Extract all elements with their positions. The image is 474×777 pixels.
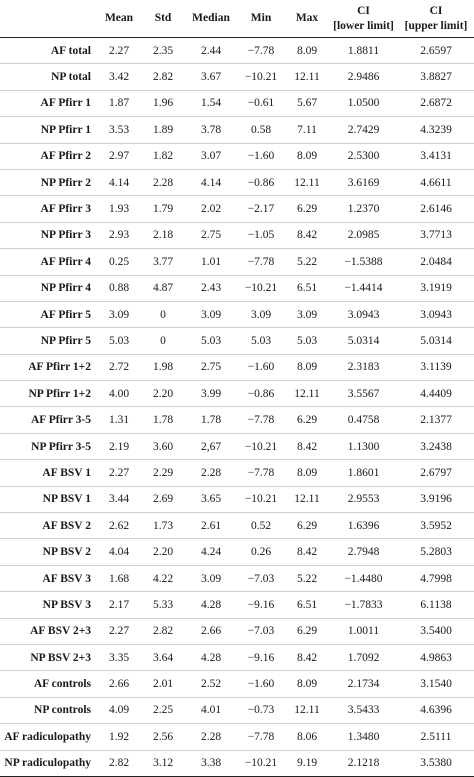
min-cell: −7.78 — [237, 407, 285, 433]
std-cell: 1.79 — [141, 196, 185, 222]
mean-cell: 3.53 — [97, 117, 141, 143]
median-cell: 3.67 — [185, 64, 237, 90]
ci-upper-cell: 3.5400 — [398, 618, 474, 644]
max-cell: 8.42 — [285, 644, 329, 670]
mean-cell: 3.35 — [97, 644, 141, 670]
table-row — [0, 618, 474, 644]
ci-upper-cell: 4.9863 — [398, 644, 474, 670]
median-cell: 5.03 — [185, 328, 237, 354]
max-cell: 8.42 — [285, 433, 329, 459]
std-cell: 2.01 — [141, 671, 185, 697]
ci-lower-cell: 1.6396 — [329, 513, 398, 539]
std-cell: 1.78 — [141, 407, 185, 433]
median-cell: 2.02 — [185, 196, 237, 222]
ci-upper-cell: 2.6872 — [398, 90, 474, 116]
ci-lower-cell: 1.1300 — [329, 433, 398, 459]
min-cell: −0.86 — [237, 169, 285, 195]
median-cell: 2.44 — [185, 38, 237, 64]
mean-cell: 2.66 — [97, 671, 141, 697]
min-cell: −7.78 — [237, 724, 285, 750]
median-cell: 2.61 — [185, 513, 237, 539]
header-ci-upper: CI [upper limit] — [398, 0, 474, 38]
min-cell: −7.03 — [237, 565, 285, 591]
min-cell: 0.52 — [237, 513, 285, 539]
max-cell: 8.09 — [285, 354, 329, 380]
min-cell: −9.16 — [237, 592, 285, 618]
median-cell: 2,67 — [185, 433, 237, 459]
table-row — [0, 407, 474, 433]
row-label: NP Pfirr 1+2 — [0, 381, 97, 407]
min-cell: −1.05 — [237, 222, 285, 248]
mean-cell: 1.31 — [97, 407, 141, 433]
mean-cell: 1.87 — [97, 90, 141, 116]
row-label: NP Pfirr 1 — [0, 117, 97, 143]
min-cell: −0.86 — [237, 381, 285, 407]
median-cell: 1.78 — [185, 407, 237, 433]
std-cell: 4.87 — [141, 275, 185, 301]
header-ci-lower: CI [lower limit] — [329, 0, 398, 38]
median-cell: 2.43 — [185, 275, 237, 301]
table-row — [0, 750, 474, 776]
mean-cell: 3.44 — [97, 486, 141, 512]
table-row — [0, 90, 474, 116]
row-label: AF BSV 2+3 — [0, 618, 97, 644]
ci-upper-cell: 3.1540 — [398, 671, 474, 697]
mean-cell: 2.19 — [97, 433, 141, 459]
row-label: NP controls — [0, 697, 97, 723]
median-cell: 1.01 — [185, 249, 237, 275]
row-label: AF BSV 2 — [0, 513, 97, 539]
table-row — [0, 275, 474, 301]
max-cell: 6.51 — [285, 275, 329, 301]
mean-cell: 2.17 — [97, 592, 141, 618]
ci-lower-cell: 1.7092 — [329, 644, 398, 670]
row-label: AF Pfirr 1+2 — [0, 354, 97, 380]
max-cell: 6.51 — [285, 592, 329, 618]
row-label: AF Pfirr 5 — [0, 301, 97, 327]
ci-upper-cell: 2.1377 — [398, 407, 474, 433]
max-cell: 6.29 — [285, 196, 329, 222]
table-row — [0, 671, 474, 697]
header-std: Std — [141, 0, 185, 38]
std-cell: 3.60 — [141, 433, 185, 459]
table-row — [0, 513, 474, 539]
median-cell: 2.28 — [185, 724, 237, 750]
median-cell: 3.09 — [185, 301, 237, 327]
min-cell: −7.78 — [237, 38, 285, 64]
median-cell: 4.28 — [185, 644, 237, 670]
ci-lower-cell: 2.5300 — [329, 143, 398, 169]
mean-cell: 4.04 — [97, 539, 141, 565]
max-cell: 12.11 — [285, 169, 329, 195]
std-cell: 2.25 — [141, 697, 185, 723]
std-cell: 4.22 — [141, 565, 185, 591]
ci-lower-cell: −1.7833 — [329, 592, 398, 618]
table-row — [0, 486, 474, 512]
ci-upper-cell: 2.6597 — [398, 38, 474, 64]
std-cell: 3.77 — [141, 249, 185, 275]
mean-cell: 2.82 — [97, 750, 141, 776]
max-cell: 12.11 — [285, 381, 329, 407]
median-cell: 4.28 — [185, 592, 237, 618]
table-row — [0, 301, 474, 327]
max-cell: 6.29 — [285, 407, 329, 433]
max-cell: 6.29 — [285, 618, 329, 644]
mean-cell: 4.14 — [97, 169, 141, 195]
ci-upper-cell: 4.6396 — [398, 697, 474, 723]
header-mean: Mean — [97, 0, 141, 38]
mean-cell: 2.72 — [97, 354, 141, 380]
min-cell: 0.26 — [237, 539, 285, 565]
table-row — [0, 460, 474, 486]
std-cell: 1.89 — [141, 117, 185, 143]
row-label: NP BSV 2+3 — [0, 644, 97, 670]
max-cell: 6.29 — [285, 513, 329, 539]
table-row — [0, 222, 474, 248]
ci-lower-cell: 2.1218 — [329, 750, 398, 776]
max-cell: 8.09 — [285, 671, 329, 697]
row-label: NP BSV 2 — [0, 539, 97, 565]
ci-lower-cell: 2.0985 — [329, 222, 398, 248]
min-cell: −1.60 — [237, 143, 285, 169]
std-cell: 3.12 — [141, 750, 185, 776]
ci-lower-cell: −1.5388 — [329, 249, 398, 275]
mean-cell: 2.62 — [97, 513, 141, 539]
row-label: NP Pfirr 2 — [0, 169, 97, 195]
mean-cell: 2.93 — [97, 222, 141, 248]
median-cell: 2.66 — [185, 618, 237, 644]
ci-lower-cell: 0.4758 — [329, 407, 398, 433]
mean-cell: 2.27 — [97, 38, 141, 64]
min-cell: −10.21 — [237, 486, 285, 512]
std-cell: 1.82 — [141, 143, 185, 169]
median-cell: 3.09 — [185, 565, 237, 591]
header-max: Max — [285, 0, 329, 38]
median-cell: 3.78 — [185, 117, 237, 143]
mean-cell: 2.97 — [97, 143, 141, 169]
mean-cell: 3.09 — [97, 301, 141, 327]
table-row — [0, 381, 474, 407]
ci-upper-cell: 3.9196 — [398, 486, 474, 512]
median-cell: 2.28 — [185, 460, 237, 486]
ci-lower-cell: 2.9553 — [329, 486, 398, 512]
table-row — [0, 117, 474, 143]
std-cell: 3.64 — [141, 644, 185, 670]
row-label: AF Pfirr 1 — [0, 90, 97, 116]
ci-upper-cell: 6.1138 — [398, 592, 474, 618]
mean-cell: 1.68 — [97, 565, 141, 591]
ci-upper-cell: 3.8827 — [398, 64, 474, 90]
std-cell: 0 — [141, 328, 185, 354]
row-label: AF controls — [0, 671, 97, 697]
table-row — [0, 565, 474, 591]
row-label: NP radiculopathy — [0, 750, 97, 776]
mean-cell: 0.88 — [97, 275, 141, 301]
table-row — [0, 328, 474, 354]
ci-upper-cell: 2.6146 — [398, 196, 474, 222]
ci-upper-cell: 5.2803 — [398, 539, 474, 565]
ci-upper-cell: 3.7713 — [398, 222, 474, 248]
header-row-label — [0, 0, 97, 38]
min-cell: −0.61 — [237, 90, 285, 116]
median-cell: 2.75 — [185, 222, 237, 248]
table-row — [0, 539, 474, 565]
std-cell: 2.82 — [141, 618, 185, 644]
std-cell: 0 — [141, 301, 185, 327]
table-row — [0, 38, 474, 64]
header-min: Min — [237, 0, 285, 38]
row-label: NP total — [0, 64, 97, 90]
mean-cell: 4.00 — [97, 381, 141, 407]
max-cell: 8.42 — [285, 222, 329, 248]
table-row — [0, 196, 474, 222]
min-cell: −10.21 — [237, 750, 285, 776]
std-cell: 2.29 — [141, 460, 185, 486]
ci-lower-cell: 2.3183 — [329, 354, 398, 380]
row-label: AF BSV 1 — [0, 460, 97, 486]
ci-lower-cell: 3.5567 — [329, 381, 398, 407]
table-row — [0, 64, 474, 90]
std-cell: 1.96 — [141, 90, 185, 116]
row-label: NP BSV 3 — [0, 592, 97, 618]
ci-lower-cell: 3.5433 — [329, 697, 398, 723]
table-header-row — [0, 0, 474, 38]
table-row — [0, 724, 474, 750]
median-cell: 3.65 — [185, 486, 237, 512]
max-cell: 8.06 — [285, 724, 329, 750]
mean-cell: 1.92 — [97, 724, 141, 750]
row-label: NP Pfirr 4 — [0, 275, 97, 301]
min-cell: −10.21 — [237, 433, 285, 459]
mean-cell: 2.27 — [97, 618, 141, 644]
mean-cell: 4.09 — [97, 697, 141, 723]
max-cell: 5.67 — [285, 90, 329, 116]
max-cell: 12.11 — [285, 486, 329, 512]
table-row — [0, 433, 474, 459]
min-cell: −7.78 — [237, 460, 285, 486]
min-cell: −0.73 — [237, 697, 285, 723]
row-label: NP Pfirr 3-5 — [0, 433, 97, 459]
table-row — [0, 354, 474, 380]
median-cell: 3.99 — [185, 381, 237, 407]
row-label: NP Pfirr 3 — [0, 222, 97, 248]
median-cell: 4.01 — [185, 697, 237, 723]
ci-upper-cell: 4.6611 — [398, 169, 474, 195]
median-cell: 3.38 — [185, 750, 237, 776]
ci-lower-cell: 1.2370 — [329, 196, 398, 222]
ci-lower-cell: −1.4480 — [329, 565, 398, 591]
mean-cell: 3.42 — [97, 64, 141, 90]
row-label: NP BSV 1 — [0, 486, 97, 512]
ci-upper-cell: 2.6797 — [398, 460, 474, 486]
ci-upper-cell: 4.7998 — [398, 565, 474, 591]
std-cell: 1.73 — [141, 513, 185, 539]
mean-cell: 5.03 — [97, 328, 141, 354]
ci-lower-cell: 1.0500 — [329, 90, 398, 116]
max-cell: 8.09 — [285, 38, 329, 64]
max-cell: 8.42 — [285, 539, 329, 565]
header-median: Median — [185, 0, 237, 38]
min-cell: −1.60 — [237, 354, 285, 380]
ci-lower-cell: 1.3480 — [329, 724, 398, 750]
ci-upper-cell: 5.0314 — [398, 328, 474, 354]
table-row — [0, 644, 474, 670]
ci-lower-cell: 1.8601 — [329, 460, 398, 486]
table-row — [0, 143, 474, 169]
ci-lower-cell: 2.9486 — [329, 64, 398, 90]
max-cell: 5.03 — [285, 328, 329, 354]
min-cell: −7.03 — [237, 618, 285, 644]
max-cell: 12.11 — [285, 64, 329, 90]
min-cell: −1.60 — [237, 671, 285, 697]
max-cell: 3.09 — [285, 301, 329, 327]
row-label: AF Pfirr 2 — [0, 143, 97, 169]
ci-upper-cell: 3.1919 — [398, 275, 474, 301]
median-cell: 2.75 — [185, 354, 237, 380]
ci-lower-cell: 1.8811 — [329, 38, 398, 64]
max-cell: 5.22 — [285, 565, 329, 591]
std-cell: 2.82 — [141, 64, 185, 90]
row-label: AF Pfirr 4 — [0, 249, 97, 275]
row-label: AF Pfirr 3 — [0, 196, 97, 222]
ci-lower-cell: 2.1734 — [329, 671, 398, 697]
min-cell: −10.21 — [237, 64, 285, 90]
max-cell: 8.09 — [285, 460, 329, 486]
mean-cell: 1.93 — [97, 196, 141, 222]
ci-upper-cell: 3.1139 — [398, 354, 474, 380]
median-cell: 4.14 — [185, 169, 237, 195]
min-cell: 3.09 — [237, 301, 285, 327]
ci-upper-cell: 3.2438 — [398, 433, 474, 459]
median-cell: 1.54 — [185, 90, 237, 116]
ci-lower-cell: 3.6169 — [329, 169, 398, 195]
mean-cell: 0.25 — [97, 249, 141, 275]
ci-upper-cell: 3.5952 — [398, 513, 474, 539]
median-cell: 3.07 — [185, 143, 237, 169]
min-cell: −10.21 — [237, 275, 285, 301]
max-cell: 12.11 — [285, 697, 329, 723]
table-row — [0, 249, 474, 275]
max-cell: 8.09 — [285, 143, 329, 169]
table-row — [0, 592, 474, 618]
min-cell: −2.17 — [237, 196, 285, 222]
max-cell: 7.11 — [285, 117, 329, 143]
ci-lower-cell: −1.4414 — [329, 275, 398, 301]
std-cell: 2.35 — [141, 38, 185, 64]
std-cell: 5.33 — [141, 592, 185, 618]
ci-upper-cell: 3.4131 — [398, 143, 474, 169]
table-body — [0, 38, 474, 777]
ci-lower-cell: 5.0314 — [329, 328, 398, 354]
mean-cell: 2.27 — [97, 460, 141, 486]
ci-upper-cell: 2.0484 — [398, 249, 474, 275]
std-cell: 2.20 — [141, 381, 185, 407]
std-cell: 2.28 — [141, 169, 185, 195]
max-cell: 5.22 — [285, 249, 329, 275]
row-label: AF BSV 3 — [0, 565, 97, 591]
ci-upper-cell: 3.0943 — [398, 301, 474, 327]
std-cell: 2.20 — [141, 539, 185, 565]
ci-upper-cell: 3.5380 — [398, 750, 474, 776]
min-cell: 0.58 — [237, 117, 285, 143]
max-cell: 9.19 — [285, 750, 329, 776]
table-row — [0, 169, 474, 195]
row-label: AF radiculopathy — [0, 724, 97, 750]
std-cell: 2.18 — [141, 222, 185, 248]
std-cell: 2.56 — [141, 724, 185, 750]
min-cell: −7.78 — [237, 249, 285, 275]
row-label: NP Pfirr 5 — [0, 328, 97, 354]
std-cell: 2.69 — [141, 486, 185, 512]
ci-upper-cell: 4.3239 — [398, 117, 474, 143]
ci-lower-cell: 1.0011 — [329, 618, 398, 644]
table-row — [0, 697, 474, 723]
min-cell: 5.03 — [237, 328, 285, 354]
std-cell: 1.98 — [141, 354, 185, 380]
min-cell: −9.16 — [237, 644, 285, 670]
ci-upper-cell: 2.5111 — [398, 724, 474, 750]
median-cell: 4.24 — [185, 539, 237, 565]
ci-upper-cell: 4.4409 — [398, 381, 474, 407]
row-label: AF total — [0, 38, 97, 64]
median-cell: 2.52 — [185, 671, 237, 697]
ci-lower-cell: 2.7948 — [329, 539, 398, 565]
row-label: AF Pfirr 3-5 — [0, 407, 97, 433]
ci-lower-cell: 2.7429 — [329, 117, 398, 143]
ci-lower-cell: 3.0943 — [329, 301, 398, 327]
